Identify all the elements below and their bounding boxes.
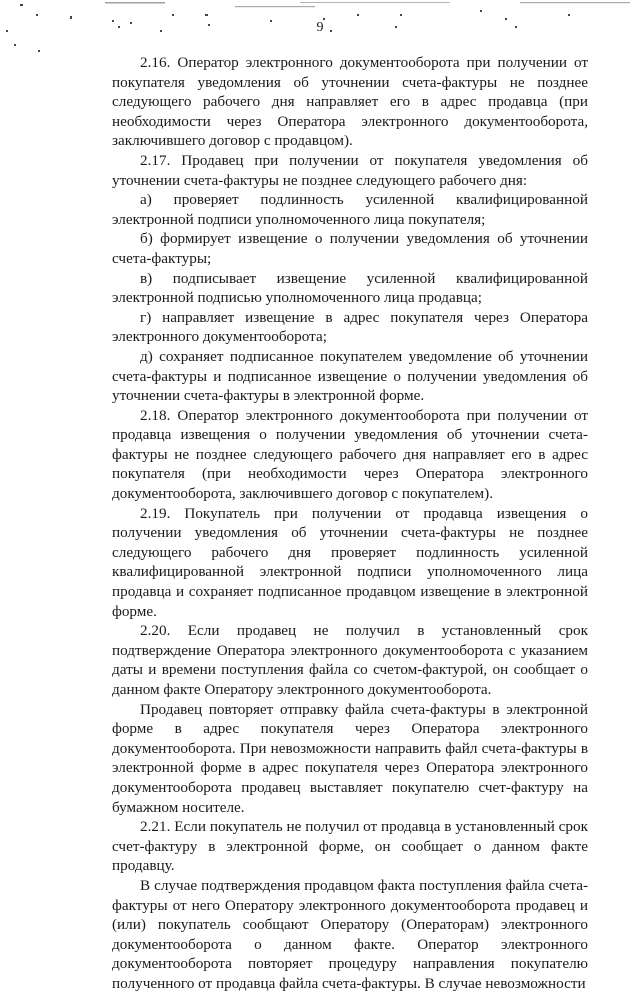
paragraph-2-20-continued: Продавец повторяет отправку файла счета-фактуры в электронной форме в адрес покупателя через Оператора электронного документооборота. При невозможности направить файл счета-фактуры в электронной форме в адрес покупателя через Оператора электронного документооборота продавец выставляет покупателю счет-фактуру на бумажном носителе.: [112, 700, 588, 816]
paragraph-2-20: 2.20. Если продавец не получил в установленный срок подтверждение Оператора электронного документооборота с указанием даты и времени поступления файла со счетом-фактурой, он сообщает о данном факте Оператору электронного документооборота.: [112, 622, 588, 698]
list-item-2-17-b: б) формирует извещение о получении уведомления об уточнении счета-фактуры;: [112, 230, 588, 267]
paragraph-2-21: 2.21. Если покупатель не получил от продавца в установленный срок счет-фактуру в электронной форме, он сообщает о данном факте продавцу.: [112, 818, 588, 875]
paragraph-2-18: 2.18. Оператор электронного документооборота при получении от продавца извещения о получении уведомления об уточнении счета-фактуры не позднее следующего рабочего дня направляет его в адрес покупателя (при необходимости через Оператора электронного документооборота, заключившего договор с покупателем).: [112, 406, 588, 503]
page-number: 9: [316, 20, 324, 35]
paragraph-2-19: 2.19. Покупатель при получении от продавца извещения о получении уведомления об уточнении счета-фактуры не позднее следующего рабочего дня проверяет подлинность усиленной квалифицированной электронной подписи уполномоченного лица продавца и сохраняет подписанное продавцом извещение в электронной форме.: [112, 504, 588, 620]
document-body: [112, 53, 588, 994]
list-item-2-17-a: а) проверяет подлинность усиленной квалифицированной электронной подписи уполномоченного лица покупателя;: [112, 191, 588, 228]
list-item-2-17-g: г) направляет извещение в адрес покупателя через Оператора электронного документооборота;: [112, 308, 588, 346]
paragraph-2-17: 2.17. Продавец при получении от покупателя уведомления об уточнении счета-фактуры не позднее следующего рабочего дня:: [112, 151, 588, 189]
list-item-2-17-d: д) сохраняет подписанное покупателем уведомление об уточнении счета-фактуры и подписанное извещение о получении уведомления об уточнении счета-фактуры в электронной форме.: [112, 347, 588, 405]
paragraph-2-21-continued: В случае подтверждения продавцом факта поступления файла счета-фактуры от него Оператору электронного документооборота продавец и (или) покупатель сообщают Оператору (Операторам) электронного документооборота о данном факте. Оператор электронного документооборота повторяет процедуру направления покупателю полученного от продавца файла счета-фактуры. В случае невозможности: [112, 876, 588, 992]
list-item-2-17-v: в) подписывает извещение усиленной квалифицированной электронной подписью уполномоченного лица продавца;: [112, 269, 588, 307]
paragraph-2-16: 2.16. Оператор электронного документооборота при получении от покупателя уведомления об уточнении счета-фактуры не позднее следующего рабочего дня направляет его в адрес продавца (при необходимости через Оператора электронного документооборота, заключившего договор с продавцом).: [112, 54, 588, 150]
